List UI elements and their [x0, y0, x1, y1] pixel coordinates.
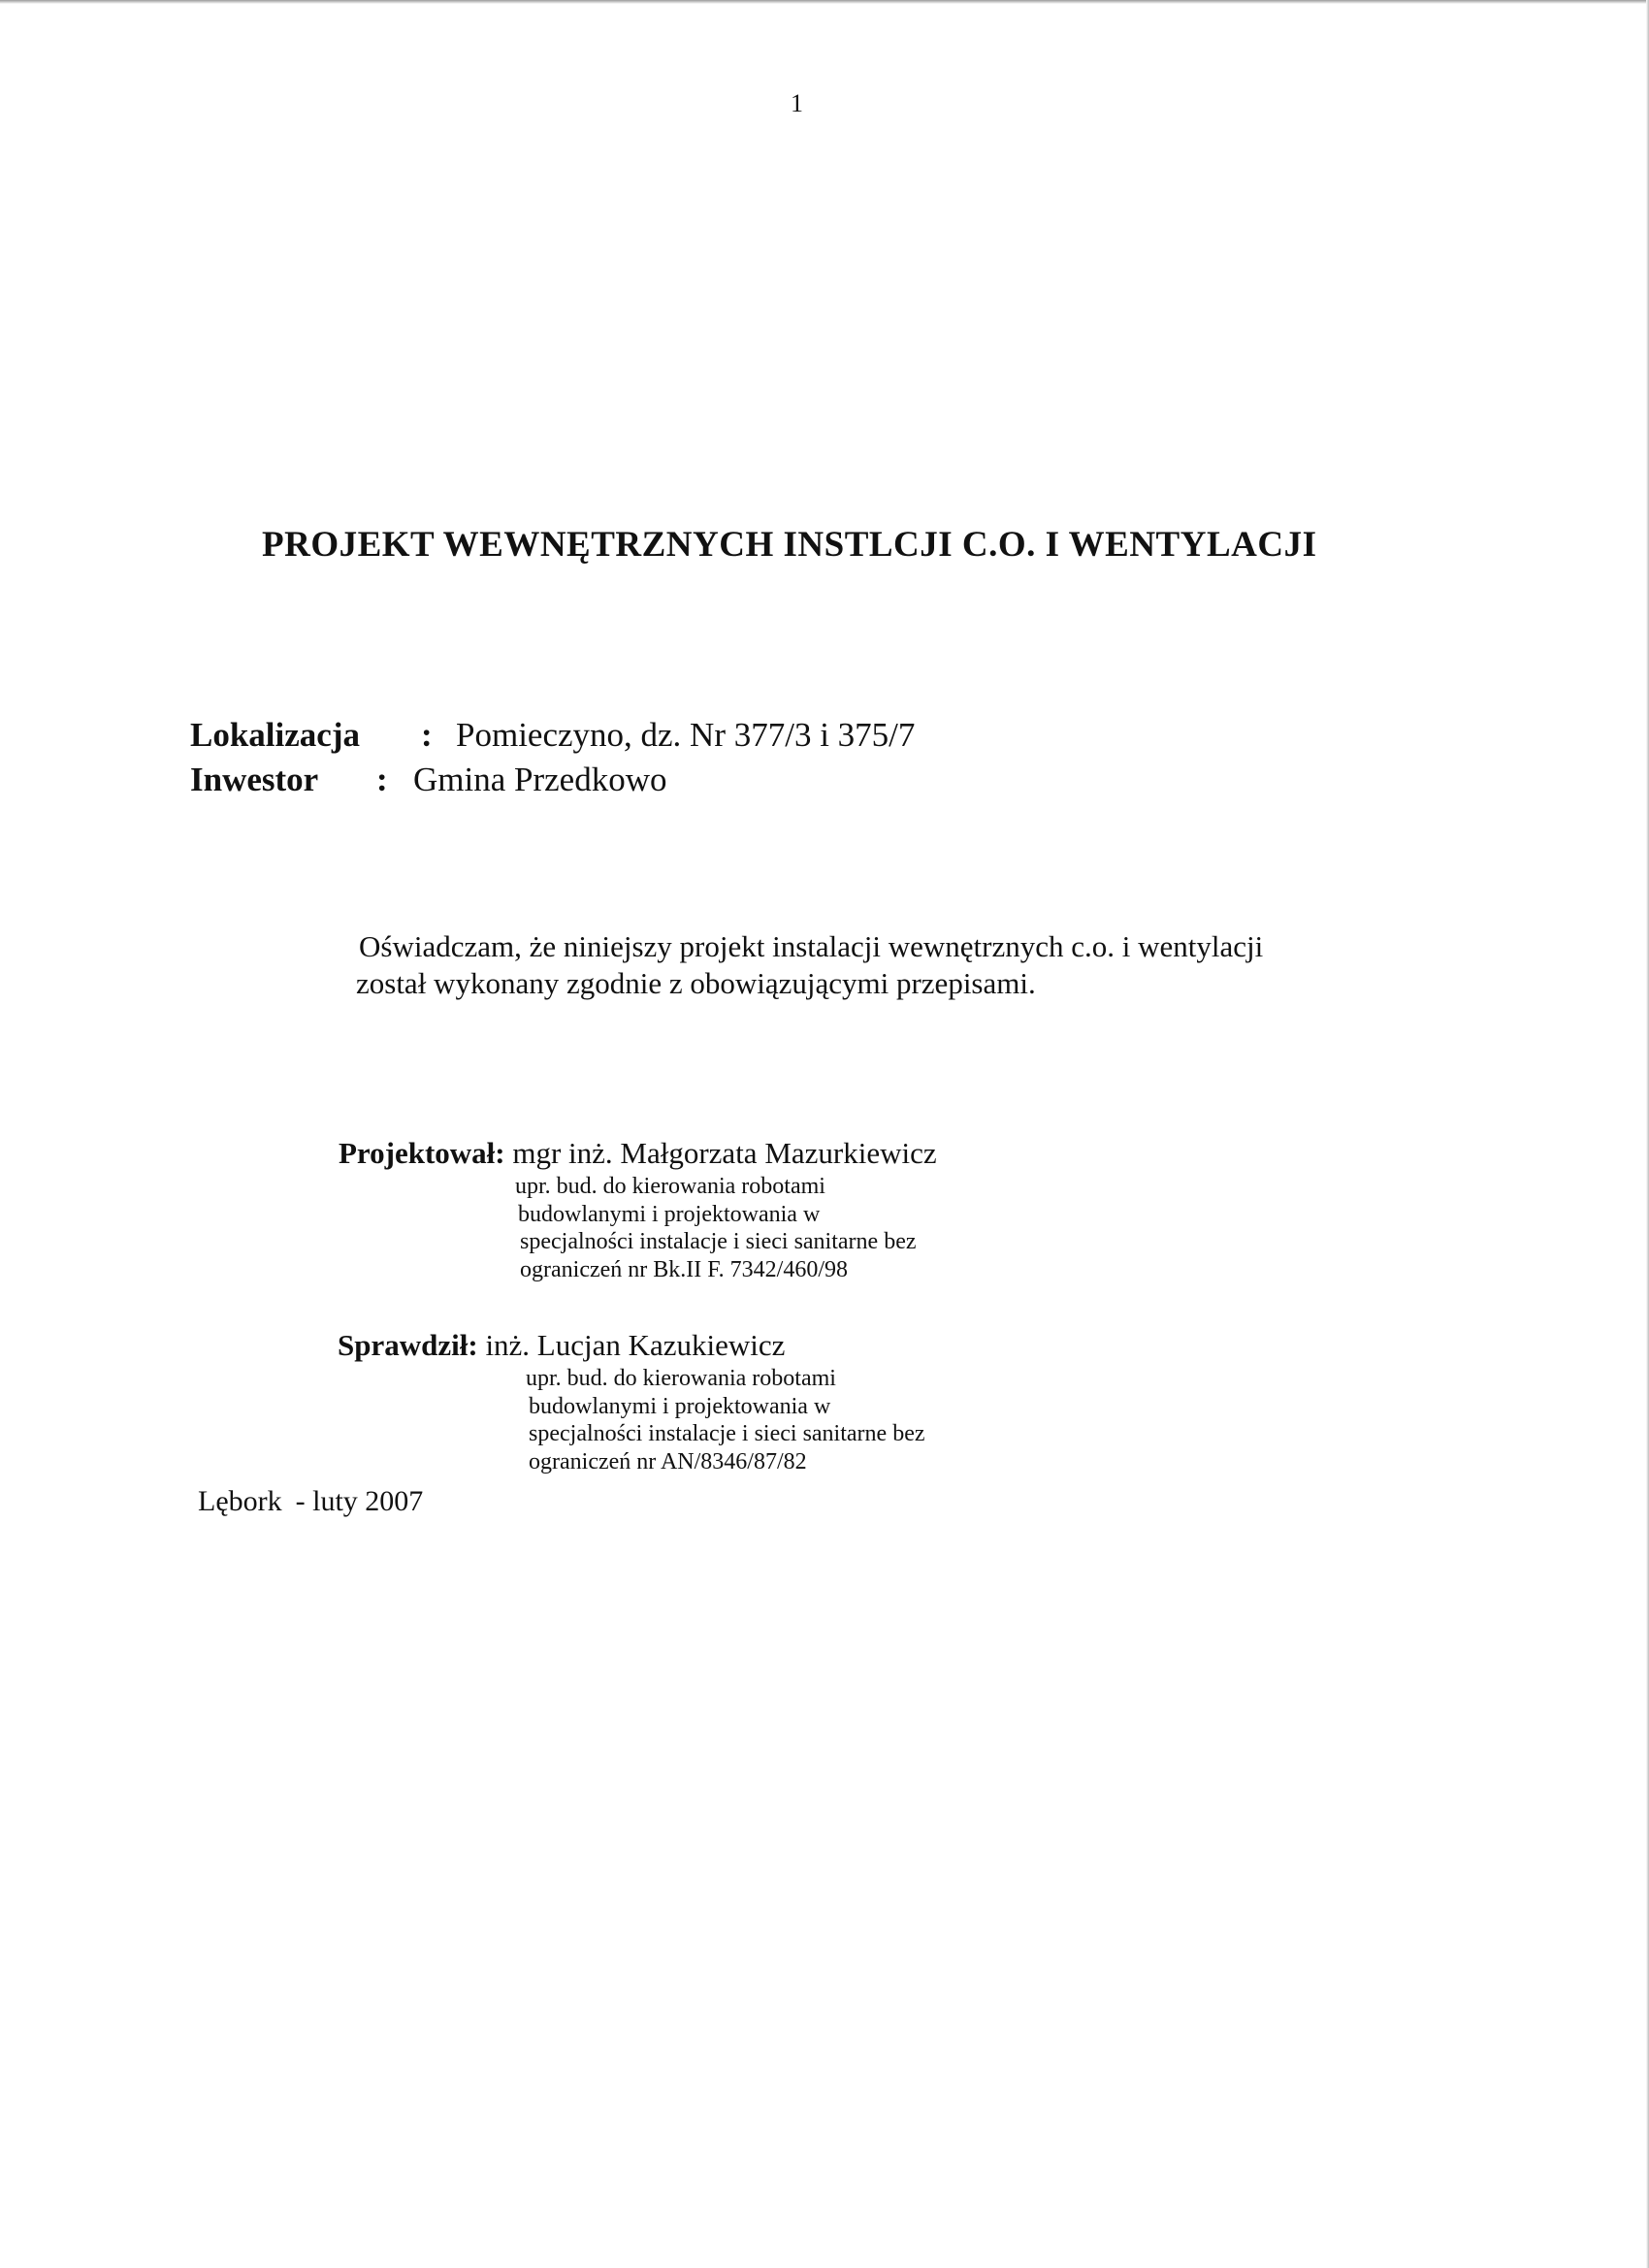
location-row — [190, 716, 915, 755]
investor-row — [190, 761, 666, 799]
page-title: PROJEKT WEWNĘTRZNYCH INSTLCJI C.O. I WENTYLACJI — [262, 525, 1317, 565]
designer-line — [339, 1136, 937, 1171]
location-label: Lokalizacja — [190, 716, 360, 754]
checker-credential-line: upr. bud. do kierowania robotami — [526, 1366, 836, 1391]
place-and-date — [198, 1485, 423, 1518]
designer-role: Projektował: — [339, 1136, 505, 1170]
designer-credential-line: ograniczeń nr Bk.II F. 7342/460/98 — [520, 1256, 849, 1282]
checker-role: Sprawdził: — [338, 1328, 478, 1362]
checker-name: inż. Lucjan Kazukiewicz — [485, 1328, 786, 1362]
checker-credential-line: ograniczeń nr AN/8346/87/82 — [529, 1448, 807, 1474]
place: Lębork — [198, 1485, 282, 1517]
checker-line — [338, 1328, 925, 1363]
designer-credential-line: upr. bud. do kierowania robotami — [515, 1174, 825, 1199]
checker-credential-line: specjalności instalacje i sieci sanitarne bez — [529, 1421, 925, 1446]
designer-credential-line: budowlanymi i projektowania w — [518, 1201, 821, 1227]
designer-credential-line: specjalności instalacje i sieci sanitarne bez — [520, 1229, 917, 1254]
location-separator: : — [421, 716, 433, 754]
investor-value: Gmina Przedkowo — [413, 761, 667, 798]
page-number: 1 — [791, 89, 803, 117]
statement-line: Oświadczam, że niniejszy projekt instalacji wewnętrznych c.o. i wentylacji — [359, 929, 1264, 963]
statement-paragraph — [356, 928, 1264, 1002]
statement-line: został wykonany zgodnie z obowiązującymi przepisami. — [356, 966, 1036, 1000]
designer-name: mgr inż. Małgorzata Mazurkiewicz — [512, 1136, 937, 1170]
investor-label: Inwestor — [190, 761, 319, 798]
checker-block — [338, 1328, 925, 1475]
checker-credentials — [526, 1365, 925, 1475]
date: - luty 2007 — [295, 1485, 424, 1517]
designer-block — [339, 1136, 937, 1283]
checker-credential-line: budowlanymi i projektowania w — [529, 1393, 831, 1419]
location-value: Pomieczyno, dz. Nr 377/3 i 375/7 — [456, 716, 916, 754]
scan-top-edge — [0, 0, 1649, 4]
investor-separator: : — [376, 761, 388, 798]
designer-credentials — [515, 1173, 937, 1283]
